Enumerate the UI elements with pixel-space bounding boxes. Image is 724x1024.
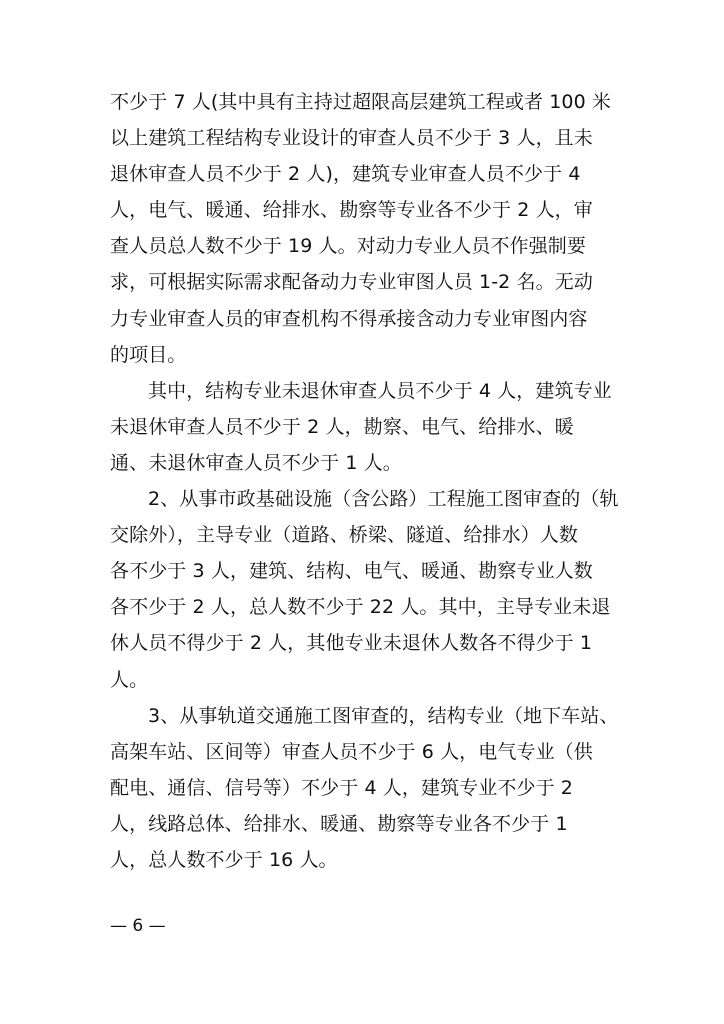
text-line: 的项目。: [110, 343, 187, 366]
text-line: 人，电气、暖通、给排水、勘察等专业各不少于 2 人，审: [110, 199, 593, 222]
text-line: 3、从事轨道交通施工图审查的，结构专业（地下车站、: [148, 704, 619, 727]
text-line: 查人员总人数不少于 19 人。对动力专业人员不作强制要: [110, 235, 586, 258]
text-line: 人，总人数不少于 16 人。: [110, 848, 338, 871]
body-text: [110, 84, 619, 878]
text-line: 休人员不得少于 2 人，其他专业未退休人数各不得少于 1: [110, 632, 593, 655]
text-line: 2、从事市政基础设施（含公路）工程施工图审查的（轨: [148, 488, 619, 511]
text-line: 各不少于 2 人，总人数不少于 22 人。其中，主导专业未退: [110, 596, 611, 619]
text-line: 人，线路总体、给排水、暖通、勘察等专业各不少于 1: [110, 812, 568, 835]
text-line: 求，可根据实际需求配备动力专业审图人员 1-2 名。无动: [110, 271, 593, 294]
text-line: 退休审查人员不少于 2 人)，建筑专业审查人员不少于 4: [110, 163, 581, 186]
text-line: 未退休审查人员不少于 2 人，勘察、电气、给排水、暖: [110, 415, 574, 438]
text-line: 各不少于 3 人，建筑、结构、电气、暖通、勘察专业人数: [110, 560, 593, 583]
page-number: — 6 —: [110, 916, 166, 936]
text-line: 力专业审查人员的审查机构不得承接含动力专业审图内容: [110, 307, 588, 330]
text-line: 人。: [110, 668, 149, 691]
text-line: 交除外），主导专业（道路、桥梁、隧道、给排水）人数: [110, 524, 579, 547]
text-line: 以上建筑工程结构专业设计的审查人员不少于 3 人，且未: [110, 127, 593, 150]
text-line: 其中，结构专业未退休审查人员不少于 4 人，建筑专业: [148, 379, 612, 402]
text-line: 配电、通信、信号等）不少于 4 人，建筑专业不少于 2: [110, 776, 573, 799]
text-line: 高架车站、区间等）审查人员不少于 6 人，电气专业（供: [110, 740, 593, 763]
text-line: 通、未退休审查人员不少于 1 人。: [110, 451, 402, 474]
text-line: 不少于 7 人(其中具有主持过超限高层建筑工程或者 100 米: [110, 91, 612, 113]
